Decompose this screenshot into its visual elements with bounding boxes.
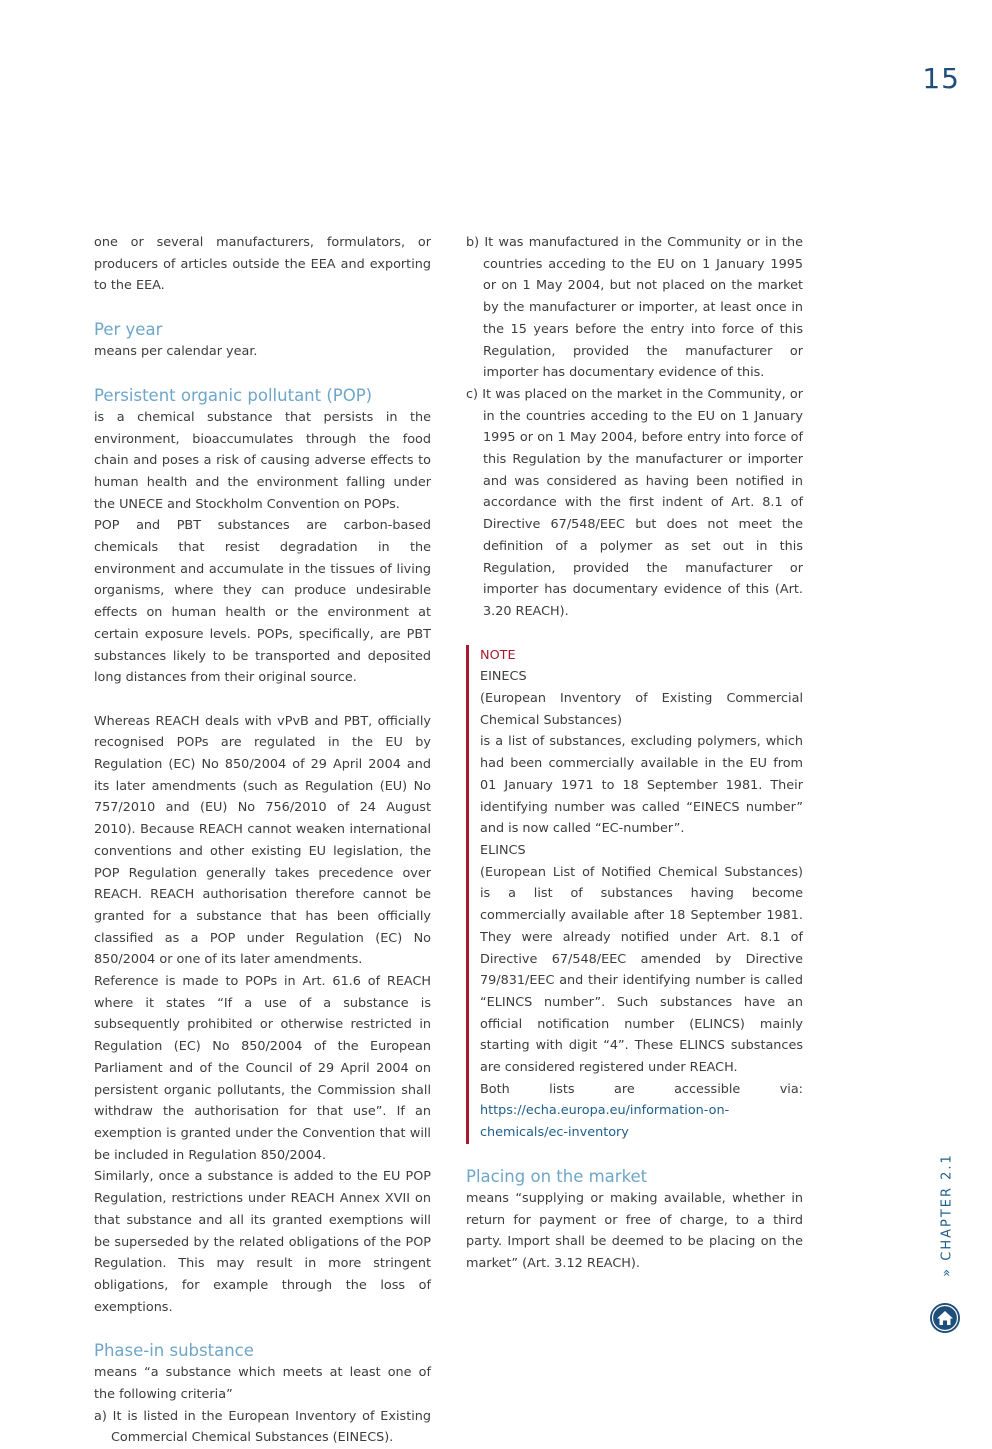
ec-inventory-link[interactable]: https://echa.europa.eu/information-on-chemicals/ec-inventory [480, 1103, 730, 1141]
phase-in-heading: Phase-in substance [94, 1341, 254, 1361]
placing-heading: Placing on the market [466, 1166, 648, 1186]
pop-paragraph-4: Reference is made to POPs in Art. 61.6 of REACH where it states “If a use of a substance is subsequently prohibited or otherwise restricted in Regulation (EC) No 850/2004 of the European Parliament and of the Council of 29 April 2004 on persistent organic pollutants, the Commission shall withdraw the authorisation for that use”. If an exemption is granted under the Convention that will be included in Regulation 850/2004. [94, 974, 431, 1163]
chapter-tab[interactable] [937, 1150, 957, 1280]
pop-heading: Persistent organic pollutant (POP) [94, 385, 373, 405]
pop-paragraph-1: is a chemical substance that persists in the environment, bioaccumulates through the food chain and poses a risk of causing adverse effects to human health and the environment falling under the UNECE and Stockholm Convention on POPs. [94, 409, 431, 512]
per-year-text: means per calendar year. [94, 344, 258, 360]
phase-in-item-b: b) It was manufactured in the Community or in the countries acceding to the EU on 1 January 1995 or on 1 May 2004, but not placed on the market by the manufacturer or importer, at least once in the 15 years before the entry into force of this Regulation, provided the manufacturer or importer has documentary evidence of this. [466, 235, 803, 381]
right-column [466, 232, 803, 1275]
access-sentence [480, 1079, 803, 1144]
phase-in-text: means “a substance which meets at least one of the following criteria” [94, 1365, 431, 1403]
einecs-description: is a list of substances, excluding polymers, which had been commercially available in the EU from 01 January 1971 to 18 September 1981. Their identifying number was called “EINECS number” and is now called “EC-number”. [480, 734, 803, 837]
note-box [466, 645, 803, 1144]
elincs-description: (European List of Notified Chemical Substances) is a list of substances having become commercially available after 18 September 1981. They were already notified under Art. 8.1 of Directive 67/548/EEC amended by Directive 79/831/EEC and their identifying number is called “ELINCS number”. Such substances have an official notification number (ELINCS) mainly starting with digit “4”. These ELINCS substances are considered registered under REACH. [480, 864, 803, 1076]
home-icon[interactable] [929, 1302, 961, 1334]
left-column [94, 232, 431, 1449]
einecs-label: EINECS [480, 669, 527, 685]
pop-paragraph-2: POP and PBT substances are carbon-based chemicals that resist degradation in the environment and accumulate in the tissues of living organisms, where they can produce undesirable effects on human health or the environment at certain exposure levels. POPs, specifically, are PBT substances likely to be transported and deposited long distances from their original source. [94, 518, 431, 686]
page-number: 15 [922, 62, 960, 95]
einecs-full-name: (European Inventory of Existing Commercial Chemical Substances) [480, 691, 803, 728]
phase-in-item-a: a) It is listed in the European Inventory of Existing Commercial Chemical Substances (EINECS). [94, 1408, 431, 1446]
intro-text: one or several manufacturers, formulators, or producers of articles outside the EEA and exporting to the EEA. [94, 235, 431, 294]
chapter-label: » CHAPTER 2.1 [939, 1153, 955, 1277]
phase-in-item-c: c) It was placed on the market in the Community, or in the countries acceding to the EU on 1 January 1995 or on 1 May 2004, before entry into force of this Regulation by the manufacturer or importer and was considered as having been notified in accordance with the first indent of Art. 8.1 of Directive 67/548/EEC but does not meet the definition of a polymer as set out in this Regulation, provided the manufacturer or importer has documentary evidence of this (Art. 3.20 REACH). [466, 386, 803, 619]
elincs-label: ELINCS [480, 842, 526, 858]
placing-text: means “supplying or making available, whether in return for payment or free of charge, to a third party. Import shall be deemed to be placing on the market” (Art. 3.12 REACH). [466, 1190, 803, 1271]
per-year-heading: Per year [94, 320, 163, 340]
pop-paragraph-5: Similarly, once a substance is added to the EU POP Regulation, restrictions under REACH Annex XVII on that substance and all its granted exemptions will be superseded by the related obligations of the POP Regulation. This may result in more stringent obligations, for example through the loss of exemptions. [94, 1169, 431, 1315]
access-text: Both lists are accessible via: [480, 1081, 803, 1097]
pop-paragraph-3: Whereas REACH deals with vPvB and PBT, officially recognised POPs are regulated in the EU by Regulation (EC) No 850/2004 of 29 April 2004 and its later amendments (such as Regulation (EU) No 757/2010 and (EU) No 756/2010 of 24 August 2010). Because REACH cannot weaken international conventions and other existing EU legislation, the POP Regulation generally takes precedence over REACH. REACH authorisation therefore cannot be granted for a substance that has been officially classified as a POP under Regulation (EC) No 850/2004 or one of its later amendments. [94, 713, 431, 968]
note-title: NOTE [480, 647, 516, 663]
